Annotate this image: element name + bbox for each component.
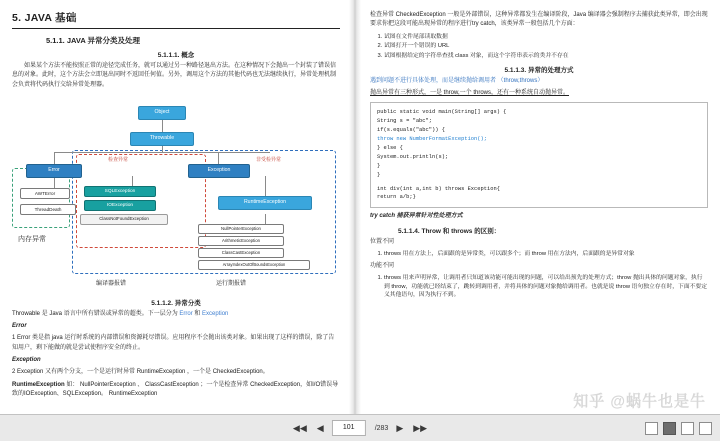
paragraph-trycatch: try catch 捕获异常针对性处理方式 <box>370 213 463 220</box>
list-item: 1. 试图在文件尾部读取数据 <box>384 33 708 42</box>
throwable-link-error[interactable]: Error <box>179 310 193 317</box>
code-line: String s = "abc"; <box>377 118 432 125</box>
grid-view-icon[interactable] <box>645 422 658 435</box>
node-error: Error <box>26 164 82 178</box>
node-throwable: Throwable <box>130 132 194 146</box>
heading-throw-vs-throws: 5.1.1.4. Throw 和 throws 的区别： <box>398 227 501 235</box>
code-block-throw <box>370 102 708 208</box>
code-line: } <box>377 162 381 169</box>
paragraph-handle-sub: 遇到问题不进行具体处理，而是继续抛给调用者 （throw,throws） <box>370 77 544 84</box>
label-checked-exception: 检查异常 <box>108 156 129 163</box>
code-line: return a/b;} <box>377 194 416 201</box>
paragraph-runtime <box>12 381 340 400</box>
connector <box>218 152 219 164</box>
page-total-label: /283 <box>374 424 389 432</box>
label-unchecked-exception: 非受检异常 <box>256 156 282 163</box>
heading-handling: 5.1.1.3. 异常的处理方式 <box>504 66 574 74</box>
code-line: public static void main(String[] args) { <box>377 109 507 116</box>
heading-classification: 5.1.1.2. 异常分类 <box>151 299 201 307</box>
page-title: 5. JAVA 基础 <box>12 12 77 24</box>
paragraph-checked-exception: 检查异常 CheckedException 一般是外部错误，这种异常都发生在编译阶段，Java 编译器会强制程序去捕获此类异常，即会出现要求你把这段可能出现异常的程序进行try catch，该类异常一般包括几个方面： <box>370 12 708 28</box>
label-exception: Exception <box>12 357 41 364</box>
node-sql-exception: SQLException <box>84 186 156 197</box>
list-item: 1. throws 用来声明异常，让调用者只知道该功能可能出现的问题，可以给出预先的处理方式；throw 抛出具体的问题对象，执行到 throw，功能就已经结束了，跳转到调用者，并将具体的问题对象抛给调用者。也就是说 throw 语句独立存在时，下面不要定义其他语句，因为执行不到。 <box>384 274 708 300</box>
connector <box>265 214 266 224</box>
node-awt-error: AWTError <box>20 188 70 199</box>
throwable-link-exception[interactable]: Exception <box>202 310 229 317</box>
position-diff-list <box>384 250 708 259</box>
view-mode-controls <box>645 422 712 435</box>
throwable-text-mid: 和 <box>192 310 203 317</box>
heading-concept: 5.1.1.1. 概念 <box>157 52 195 59</box>
first-page-button[interactable]: ◀◀ <box>292 422 307 433</box>
paragraph-exception: 2 Exception 又有两个分支，一个是运行时异常 RuntimeException ，一个是 CheckedException。 <box>12 369 269 376</box>
fit-width-icon[interactable] <box>681 422 694 435</box>
label-position-diff: 位置不同 <box>370 238 395 245</box>
list-item: 2. 试图打开一个错误的 URL <box>384 42 708 51</box>
label-inner-error: 内存异常 <box>18 235 46 243</box>
paragraph-throwable <box>12 310 340 319</box>
last-page-button[interactable]: ▶▶ <box>413 422 428 433</box>
connector <box>265 176 266 196</box>
list-item: 1. throws 用在方法上，后面跟的是异常类，可以跟多个；而 throw 用在方法内，后面跟的是异常对象 <box>384 250 708 259</box>
label-function-diff: 功能不同 <box>370 262 395 269</box>
pdf-toolbar <box>0 414 720 441</box>
label-error: Error <box>12 323 27 330</box>
code-line: } else { <box>377 144 403 151</box>
node-class-not-found-exception: ClassNotFoundException <box>80 214 168 225</box>
watermark: 知乎 @蜗牛也是牛 <box>573 392 706 411</box>
function-diff-list <box>384 274 708 300</box>
code-line: if(s.equals("abc")) { <box>377 127 445 134</box>
node-runtime-exception: RuntimeException <box>218 196 312 210</box>
node-exception: Exception <box>188 164 250 178</box>
right-column <box>358 0 720 415</box>
exception-hierarchy-diagram <box>12 94 338 294</box>
subsection-title: 5.1.1. JAVA 异常分类及处理 <box>46 36 141 45</box>
connector <box>132 176 133 186</box>
single-page-icon[interactable] <box>663 422 676 435</box>
checked-exception-list <box>384 33 708 61</box>
label-runtime-exception: RuntimeException <box>12 381 65 388</box>
paragraph-error: 1 Error 类是指 java 运行时系统的内部错误和资源耗尽错误。应用程序不会抛出该类对象。如果出现了这样的错误，除了告知用户，剩下能做的就是尝试使程序安全的终止。 <box>12 335 335 351</box>
node-null-pointer-exception: NullPointerException <box>198 224 284 234</box>
code-line: } <box>377 171 381 178</box>
paragraph-concept: 如果某个方法不能按照正常的途径完成任务，就可以通过另一种路径退出方法。在这种情况下会抛出一个封装了错误信息的对象。此时，这个方法会立即退出同时不返回任何值。另外，调用这个方法的其他代码也无法继续执行，异常处理机制会负责将代码执行交给异常处理器。 <box>12 63 337 88</box>
label-runtime-error: 运行期报错 <box>216 280 247 287</box>
code-line: System.out.println(s); <box>377 153 449 160</box>
node-thread-death: ThreadDeath <box>20 204 76 215</box>
node-arithmetic-exception: ArithmeticException <box>198 236 284 246</box>
runtime-exception-body: 如： NullPointerException 、 ClassCastException ；一个是检查异常 CheckedException，如I/O错误导致的IOException、SQLException。 RuntimeException <box>12 381 339 397</box>
label-compile-error: 编译器报错 <box>96 280 127 287</box>
throwable-text-pre: Throwable 是 Java 语言中所有错误或异常的超类。下一层分为 <box>12 310 180 317</box>
next-page-button[interactable]: ▶ <box>396 422 404 433</box>
page-number-input[interactable]: 101 <box>332 420 366 436</box>
code-line: throw new NumberFormatException(); <box>377 135 487 142</box>
left-column <box>0 0 352 415</box>
page-navigation <box>291 420 429 436</box>
connector <box>54 152 55 164</box>
prev-page-button[interactable]: ◀ <box>316 422 324 433</box>
code-line: int div(int a,int b) throws Exception{ <box>377 185 500 192</box>
fullscreen-icon[interactable] <box>699 422 712 435</box>
node-array-index-out-of-bounds-exception: ArrayIndexOutOfBoundsException <box>198 260 310 270</box>
title-divider <box>12 28 340 29</box>
connector <box>162 120 163 132</box>
paragraph-handle-note: 抛出异常有三种形式，一是 throw,一个 throws，还有一种系统自动抛异常。 <box>370 89 570 96</box>
node-io-exception: IOException <box>84 200 156 211</box>
node-object: Object <box>138 106 186 120</box>
list-item: 3. 试图根据给定的字符串查找 class 对象，而这个字符串表示的类并不存在 <box>384 52 708 61</box>
node-class-cast-exception: ClassCastException <box>198 248 284 258</box>
